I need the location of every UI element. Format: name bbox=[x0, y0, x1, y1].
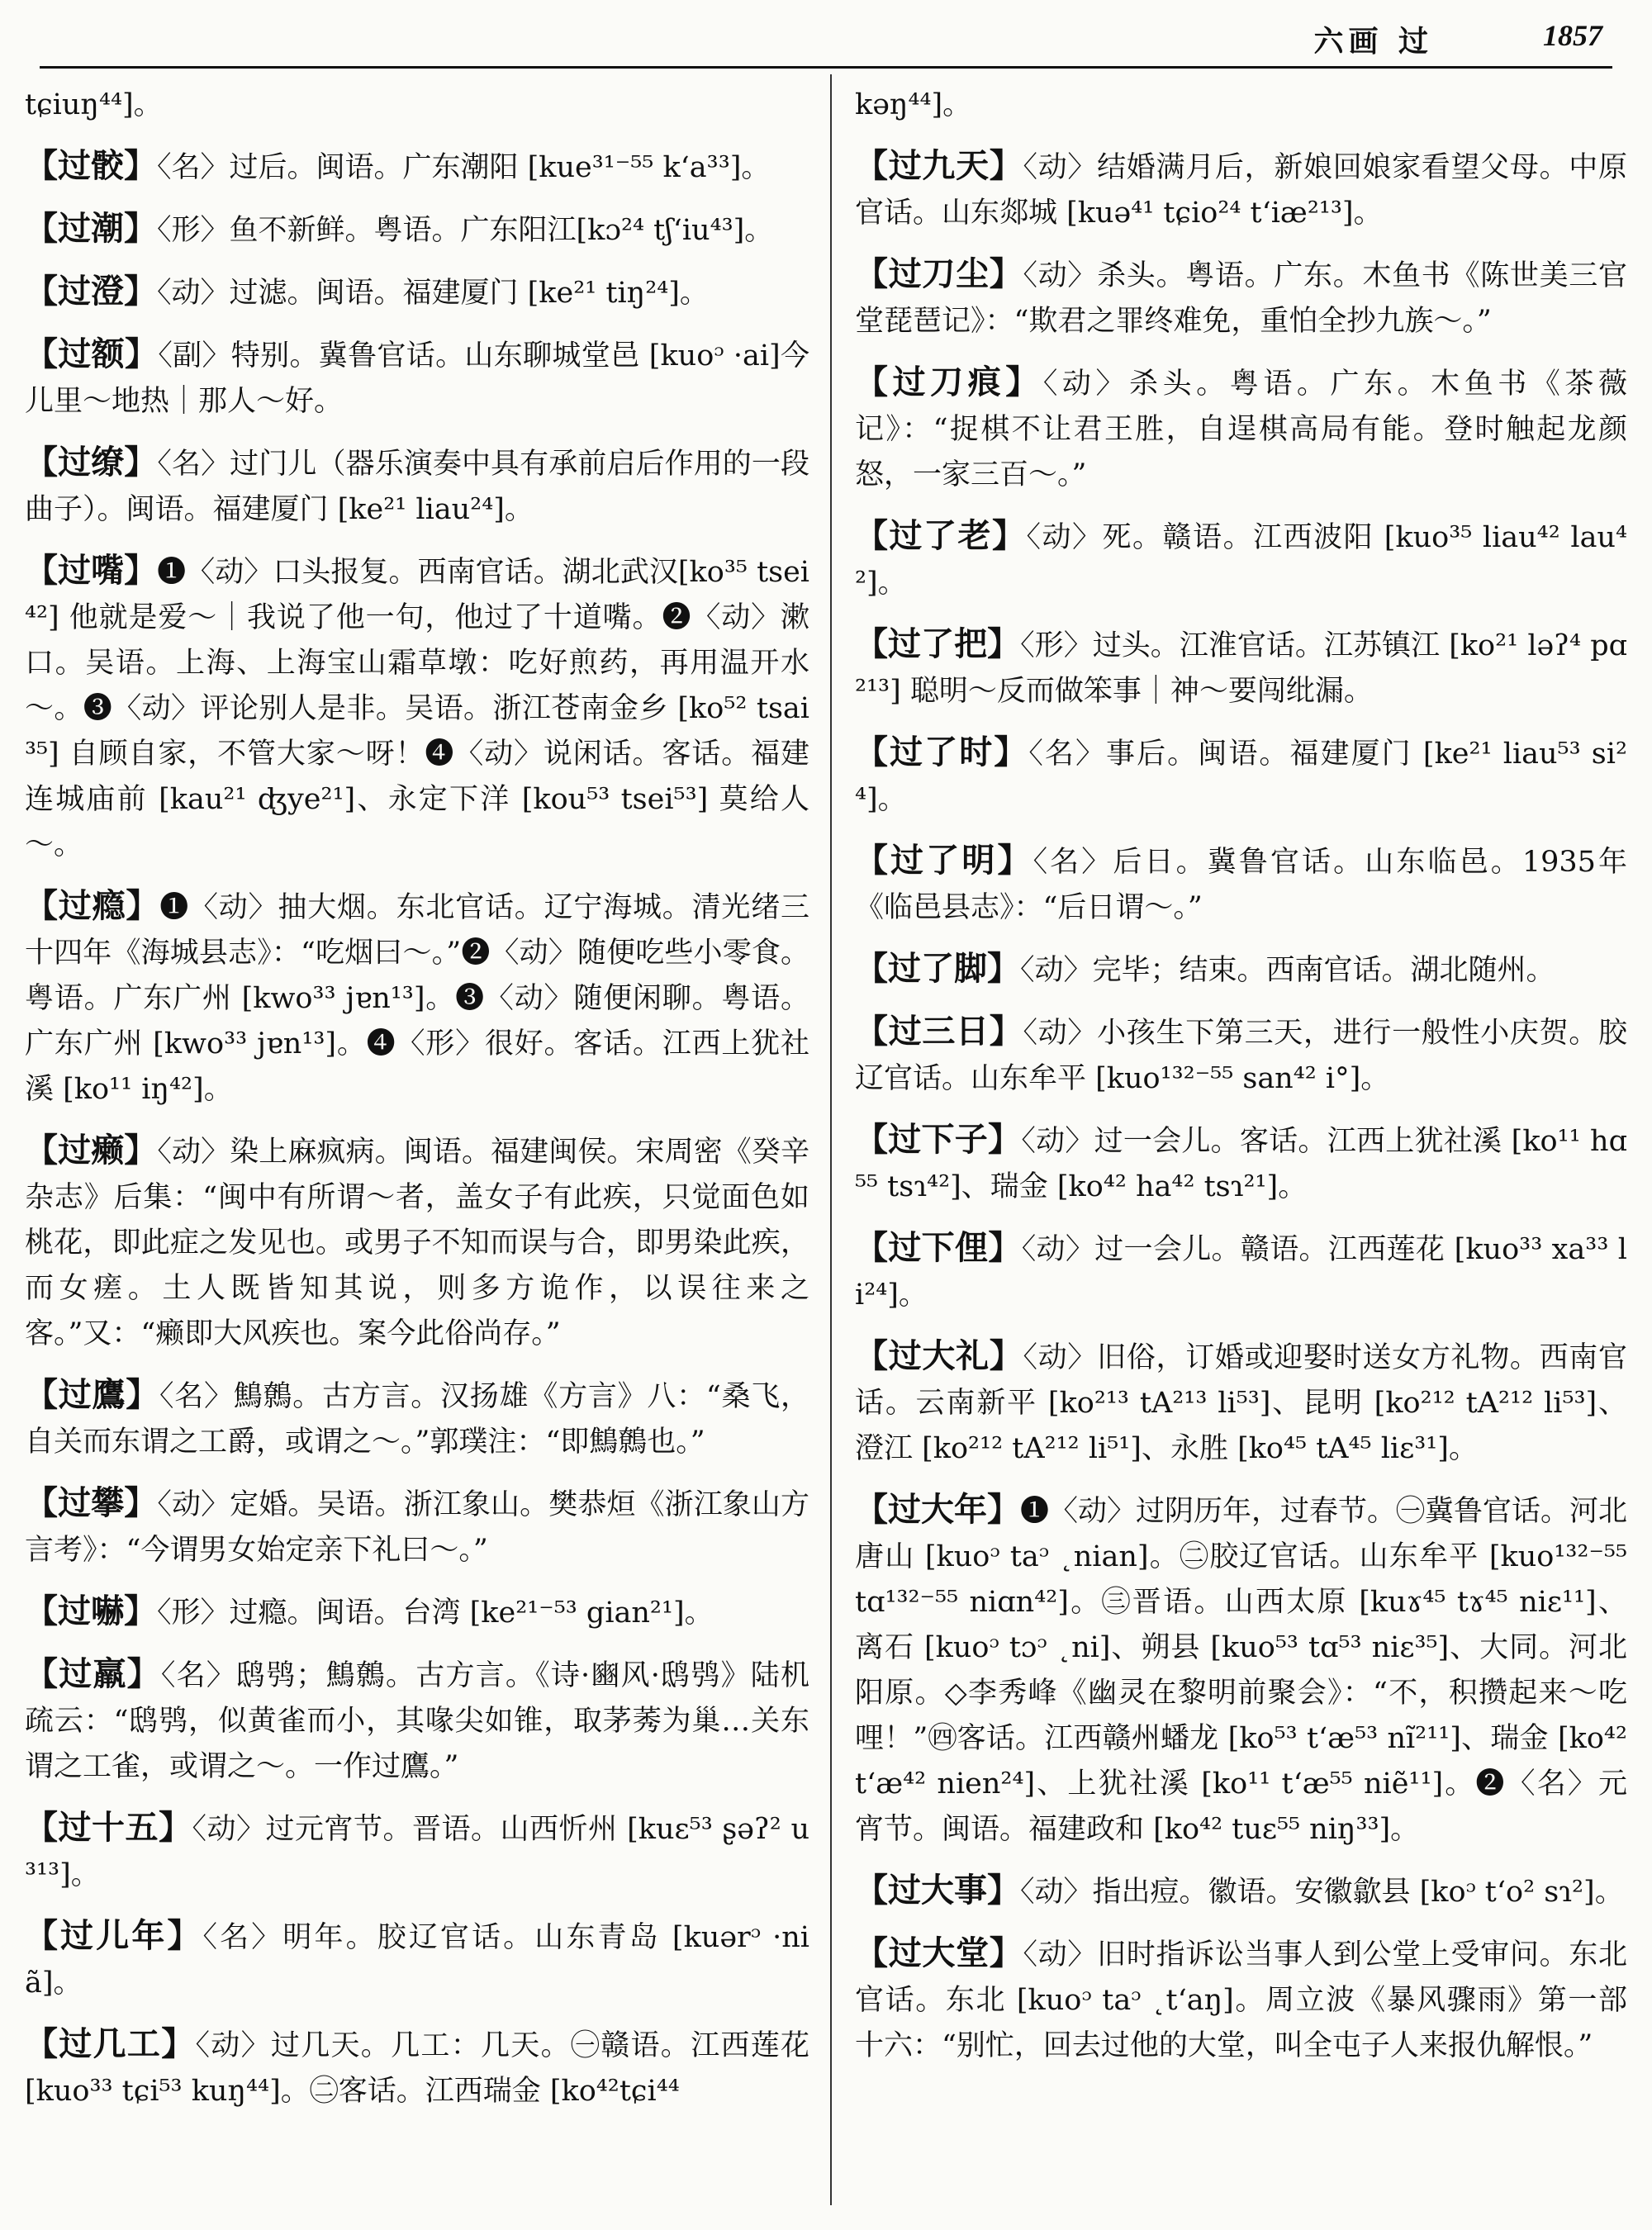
entry-definition: 〈名〉事后。闽语。福建厦门 [ke²¹ liau⁵³ si²⁴]。 bbox=[855, 738, 1627, 816]
entry-definition: 〈名〉后日。冀鲁官话。山东临邑。1935年《临邑县志》：“后日谓～。” bbox=[855, 846, 1628, 924]
dictionary-entry bbox=[855, 1333, 1627, 1472]
entry-definition: 〈动〉过一会儿。客话。江西上犹社溪 [ko¹¹ hɑ⁵⁵ tsɿ⁴²]、瑞金 [ko⁴² ha⁴² tsɿ²¹]。 bbox=[855, 1125, 1627, 1203]
dictionary-entry bbox=[25, 206, 809, 254]
entry-definition: 〈动〉旧时指诉讼当事人到公堂上受审问。东北官话。东北 [kuoᵓ taᵓ ˛tʻaŋ]。周立波《暴风骤雨》第一部十六：“别忙，回去过他的大堂，叫全屯子人来报仇解恨。” bbox=[855, 1938, 1627, 2062]
entry-headword: 【过了老】 bbox=[855, 516, 1027, 555]
entry-definition: 〈形〉鱼不新鲜。粤语。广东阳江[kɔ²⁴ tʃʻiu⁴³]。 bbox=[157, 214, 774, 247]
dictionary-entry bbox=[855, 513, 1627, 606]
section-title: 六画 过 bbox=[1313, 24, 1433, 59]
dictionary-entry bbox=[855, 1487, 1627, 1853]
entry-headword: 【过了脚】 bbox=[855, 949, 1020, 988]
dictionary-entry bbox=[25, 1805, 809, 1898]
entry-definition: 〈动〉小孩生下第三天，进行一般性小庆贺。胶辽官话。山东牟平 [kuo¹³²⁻⁵⁵ san⁴² i°]。 bbox=[855, 1017, 1627, 1095]
entry-headword: 【过九天】 bbox=[855, 146, 1023, 185]
continuation-text: tɕiuŋ⁴⁴]。 bbox=[25, 88, 163, 121]
entry-definition: 〈形〉过瘾。闽语。台湾 [ke²¹⁻⁵³ gian²¹]。 bbox=[157, 1597, 714, 1630]
entry-headword: 【过澄】 bbox=[25, 272, 157, 311]
entry-definition: ❶〈动〉抽大烟。东北官话。辽宁海城。清光绪三十四年《海城县志》：“吃烟曰～。”❷〈动〉随便吃些小零食。粤语。广东广州 [kwo³³ jɐn¹³]。❸〈动〉随便闲聊。粤语。广东广州 [kwo³³ jɐn¹³]。❹〈形〉很好。客话。江西上犹社溪 [ko¹¹ iŋ⁴²]。 bbox=[25, 891, 809, 1106]
dictionary-entry bbox=[855, 1867, 1627, 1915]
entry-headword: 【过儿年】 bbox=[25, 1916, 203, 1955]
dictionary-entry bbox=[855, 1930, 1627, 2069]
entry-definition: 〈名〉明年。胶辽官话。山东青岛 [kuərᵓ ·niã]。 bbox=[25, 1921, 809, 2000]
dictionary-entry bbox=[25, 1480, 809, 1573]
entry-list bbox=[855, 143, 1627, 2069]
entry-definition: 〈形〉过头。江淮官话。江苏镇江 [ko²¹ ləʔ⁴ pɑ²¹³] 聪明～反而做笨事｜神～要闯纰漏。 bbox=[855, 629, 1628, 708]
entry-headword: 【过额】 bbox=[25, 334, 159, 373]
entry-headword: 【过下子】 bbox=[855, 1120, 1022, 1159]
entry-definition: 〈动〉染上麻疯病。闽语。福建闽侯。宋周密《癸辛杂志》后集：“闽中有所谓～者，盖女子有此疾，只觉面色如桃花，即此症之发见也。或男子不知而误与合，即男染此疾，而女瘥。土人既皆知其说，则多方诡作，以误往来之客。”又：“癞即大风疾也。案今此俗尚存。” bbox=[25, 1136, 809, 1350]
entry-headword: 【过嘴】 bbox=[25, 551, 158, 590]
entry-headword: 【过缭】 bbox=[25, 443, 158, 482]
dictionary-entry bbox=[25, 268, 809, 316]
entry-definition: 〈动〉杀头。粤语。广东。木鱼书《陈世美三官堂琵琶记》：“欺君之罪终难免，重怕全抄九族～。” bbox=[855, 259, 1627, 338]
dictionary-entry bbox=[855, 1225, 1627, 1318]
entry-definition: 〈副〉特别。冀鲁官话。山东聊城堂邑 [kuoᵓ ·ai]今儿里～地热｜那人～好。 bbox=[25, 339, 810, 418]
entry-headword: 【过大年】 bbox=[855, 1490, 1020, 1529]
entry-headword: 【过攀】 bbox=[25, 1483, 158, 1522]
dictionary-entry bbox=[855, 837, 1627, 931]
column-divider bbox=[830, 74, 832, 2205]
entry-headword: 【过鷹】 bbox=[25, 1375, 160, 1414]
entry-definition: 〈动〉旧俗，订婚或迎娶时送女方礼物。西南官话。云南新平 [ko²¹³ tA²¹³ li⁵³]、昆明 [ko²¹² tA²¹² li⁵³]、澄江 [ko²¹² tA²¹² li⁵¹]、永胜 [ko⁴⁵ tA⁴⁵ liɛ³¹]。 bbox=[855, 1341, 1627, 1465]
entry-definition: 〈动〉定婚。吴语。浙江象山。樊恭烜《浙江象山方言考》：“今谓男女始定亲下礼曰～。” bbox=[25, 1488, 809, 1567]
dictionary-entry bbox=[25, 439, 809, 533]
entry-definition: 〈名〉鸱鸮；鷦鷯。古方言。《诗·豳风·鸱鸮》陆机疏云：“鸱鸮，似黄雀而小，其喙尖如锥，取茅莠为巢…关东谓之工雀，或谓之～。一作过鷹。” bbox=[25, 1659, 809, 1783]
dictionary-entry bbox=[25, 331, 809, 425]
entry-list bbox=[25, 143, 809, 2114]
entry-headword: 【过下俚】 bbox=[855, 1228, 1022, 1267]
entry-headword: 【过了明】 bbox=[855, 841, 1033, 880]
dictionary-entry bbox=[855, 729, 1627, 823]
dictionary-entry bbox=[25, 1651, 809, 1790]
entry-definition: 〈动〉杀头。粤语。广东。木鱼书《茶薇记》：“捉棋不让君王胜，自逞棋高局有能。登时触起龙颜怒，一家三百～。” bbox=[855, 368, 1627, 491]
dictionary-entry bbox=[25, 1372, 809, 1465]
right-column bbox=[855, 83, 1627, 2084]
entry-definition: 〈动〉完毕；结束。西南官话。湖北随州。 bbox=[1020, 954, 1555, 987]
dictionary-entry bbox=[25, 1588, 809, 1636]
entry-definition: 〈动〉指出痘。徽语。安徽歙县 [koᵓ tʻo² sɿ²]。 bbox=[1020, 1876, 1624, 1909]
entry-definition: 〈名〉过后。闽语。广东潮阳 [kue³¹⁻⁵⁵ kʻa³³]。 bbox=[157, 151, 771, 184]
dictionary-entry bbox=[855, 621, 1627, 714]
entry-definition: 〈动〉过滤。闽语。福建厦门 [ke²¹ tiŋ²⁴]。 bbox=[157, 277, 709, 310]
entry-headword: 【过三日】 bbox=[855, 1012, 1023, 1051]
entry-headword: 【过瘾】 bbox=[25, 886, 160, 925]
entry-headword: 【过癞】 bbox=[25, 1131, 158, 1170]
entry-headword: 【过了把】 bbox=[855, 624, 1021, 663]
dictionary-entry bbox=[25, 143, 809, 191]
entry-headword: 【过刀尘】 bbox=[855, 254, 1023, 293]
entry-definition: 〈动〉过几天。几工：几天。㊀赣语。江西莲花 [kuo³³ tɕi⁵³ kuŋ⁴⁴]。㊁客话。江西瑞金 [ko⁴²tɕi⁴⁴ bbox=[25, 2029, 809, 2108]
entry-headword: 【过大礼】 bbox=[855, 1336, 1023, 1375]
dictionary-entry bbox=[855, 946, 1627, 994]
entry-definition: ❶〈动〉口头报复。西南官话。湖北武汉[ko³⁵ tsei⁴²] 他就是爱～｜我说了他一句，他过了十道嘴。❷〈动〉漱口。吴语。上海、上海宝山霜草墩：吃好煎药，再用温开水～。❸〈动〉评论别人是非。吴语。浙江苍南金乡 [ko⁵² tsai³⁵] 自顾自家，不管大家～呀！❹〈动〉说闲话。客话。福建连城庙前 [kau²¹ ʤye²¹]、永定下洋 [kou⁵³ tsei⁵³] 莫给人～。 bbox=[25, 556, 810, 861]
entry-headword: 【过羸】 bbox=[25, 1654, 161, 1693]
page-number: 1857 bbox=[1543, 19, 1602, 52]
entry-definition: 〈名〉鷦鷯。古方言。汉扬雄《方言》八：“桑飞，自关而东谓之工爵，或谓之～。”郭璞注：“即鷦鷯也。” bbox=[25, 1380, 809, 1459]
entry-definition: 〈动〉过元宵节。晋语。山西忻州 [kuɛ⁵³ ʂəʔ² u³¹³]。 bbox=[25, 1813, 809, 1891]
dictionary-entry bbox=[25, 548, 809, 868]
dictionary-entry bbox=[25, 1913, 809, 2006]
dictionary-entry bbox=[855, 1008, 1627, 1102]
entry-definition: 〈动〉过一会儿。赣语。江西莲花 [kuo³³ xa³³ li²⁴]。 bbox=[855, 1233, 1628, 1312]
left-column bbox=[25, 83, 809, 2129]
entry-definition: 〈名〉过门儿（器乐演奏中具有承前启后作用的一段曲子）。闽语。福建厦门 [ke²¹ liau²⁴]。 bbox=[25, 448, 809, 526]
entry-headword: 【过骹】 bbox=[25, 146, 157, 185]
entry-definition: 〈动〉死。赣语。江西波阳 [kuo³⁵ liau⁴² lau⁴²]。 bbox=[855, 521, 1628, 600]
dictionary-entry bbox=[855, 1117, 1627, 1210]
entry-headword: 【过大堂】 bbox=[855, 1933, 1023, 1972]
entry-headword: 【过大事】 bbox=[855, 1871, 1020, 1910]
entry-headword: 【过刀痕】 bbox=[855, 363, 1043, 401]
dictionary-entry bbox=[855, 143, 1627, 236]
continuation-text: kəŋ⁴⁴]。 bbox=[855, 88, 972, 121]
entry-headword: 【过十五】 bbox=[25, 1808, 192, 1847]
dictionary-entry bbox=[25, 1127, 809, 1357]
entry-headword: 【过潮】 bbox=[25, 209, 157, 248]
dictionary-entry bbox=[855, 359, 1627, 498]
entry-headword: 【过嚇】 bbox=[25, 1592, 157, 1630]
dictionary-entry bbox=[25, 883, 809, 1113]
entry-definition: 〈动〉结婚满月后，新娘回娘家看望父母。中原官话。山东郯城 [kuə⁴¹ tɕio²⁴ tʻiæ²¹³]。 bbox=[855, 151, 1627, 230]
header-rule bbox=[40, 66, 1612, 69]
dictionary-entry bbox=[855, 251, 1627, 344]
dictionary-entry bbox=[25, 2021, 809, 2114]
entry-headword: 【过了时】 bbox=[855, 733, 1029, 771]
entry-definition: ❶〈动〉过阴历年，过春节。㊀冀鲁官话。河北唐山 [kuoᵓ taᵓ ˛nian]。㊁胶辽官话。山东牟平 [kuo¹³²⁻⁵⁵ tɑ¹³²⁻⁵⁵ niɑn⁴²]。㊂晋语。山西太原 [kuɤ⁴⁵ tɤ⁴⁵ niɛ¹¹]、离石 [kuoᵓ tɔᵓ ˛ni]、朔县 [kuo⁵³ tɑ⁵³ niɛ³⁵]、大同。河北阳原。◇李秀峰《幽灵在黎明前聚会》：“不，积攒起来～吃哩！”㊃客话。江西赣州蟠龙 [ko⁵³ tʻæ⁵³ nĩ²¹¹]、瑞金 [ko⁴² tʻæ⁴² nien²⁴]、上犹社溪 [ko¹¹ tʻæ⁵⁵ niẽ¹¹]。❷〈名〉元宵节。闽语。福建政和 [ko⁴² tuɛ⁵⁵ niŋ³³]。 bbox=[855, 1495, 1628, 1846]
entry-headword: 【过几工】 bbox=[25, 2024, 196, 2063]
